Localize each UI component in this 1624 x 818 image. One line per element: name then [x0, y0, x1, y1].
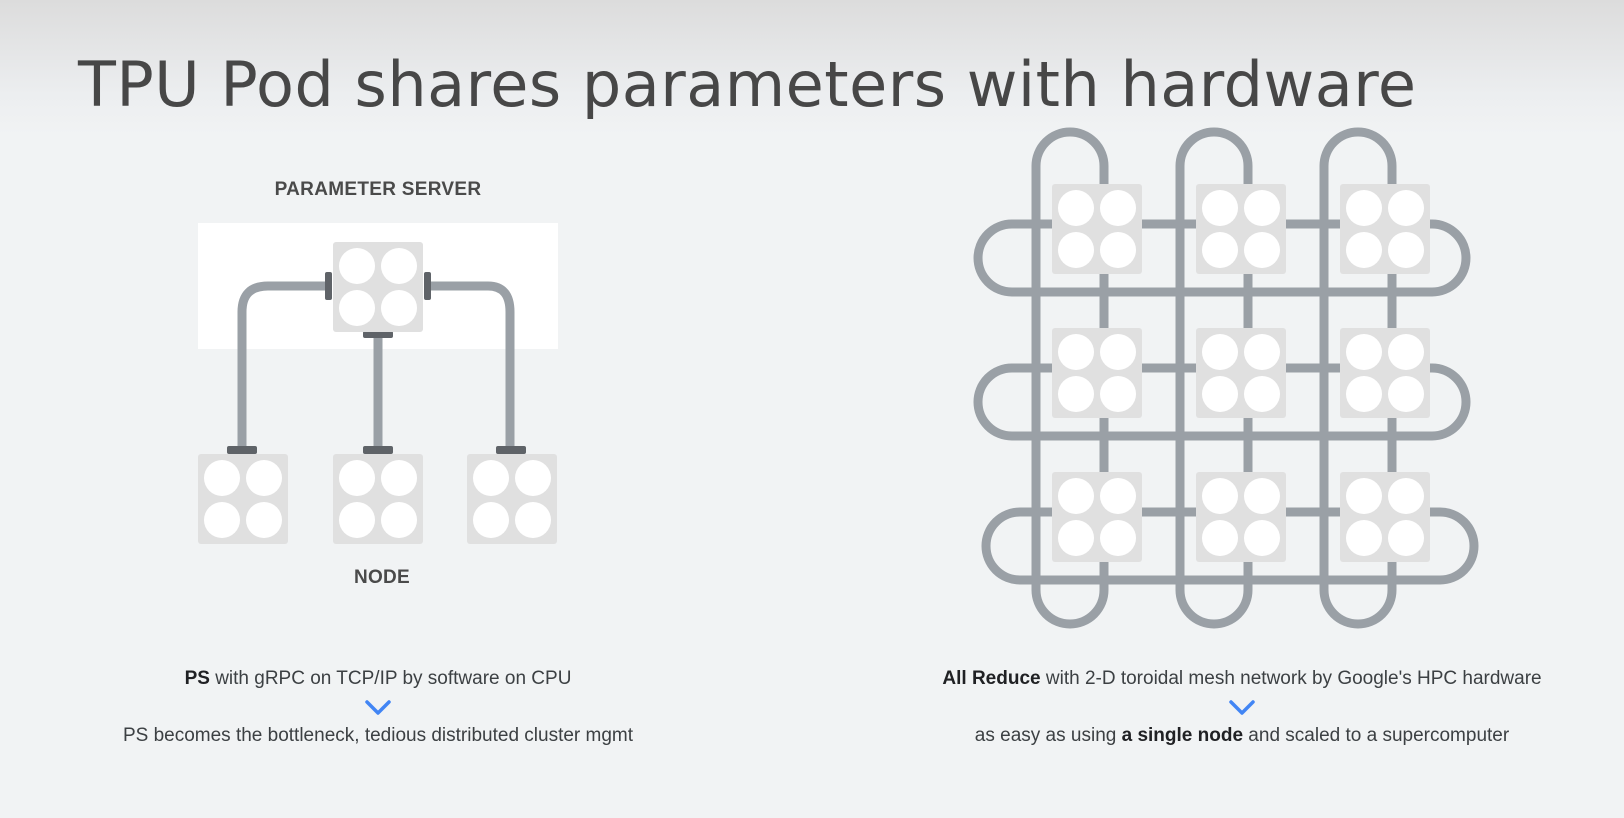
torus-chip-3	[1340, 184, 1430, 274]
left-caption-bold: PS	[184, 668, 210, 689]
right-caption-text: with 2-D toroidal mesh network by Google's HPC hardware	[1040, 668, 1542, 689]
connector-ps-left	[325, 272, 332, 300]
torus-chip-8	[1196, 472, 1286, 562]
right-result-bold: a single node	[1121, 725, 1244, 746]
right-result	[912, 725, 1572, 747]
left-result: PS becomes the bottleneck, tedious distributed cluster mgmt	[122, 725, 634, 746]
parameter-server-chip	[333, 242, 423, 332]
connector-node-3	[496, 446, 526, 454]
torus-chip-5	[1196, 328, 1286, 418]
connector-node-2	[363, 446, 393, 454]
left-caption	[110, 668, 646, 690]
torus-chip-4	[1052, 328, 1142, 418]
torus-chip-1	[1052, 184, 1142, 274]
right-result-pre: as easy as using	[974, 725, 1122, 746]
connector-node-1	[227, 446, 257, 454]
node-chip-2	[333, 454, 423, 544]
node-chip-3	[467, 454, 557, 544]
left-caption-text: with gRPC on TCP/IP by software on CPU	[209, 668, 572, 689]
torus-chip-6	[1340, 328, 1430, 418]
parameter-server-label: PARAMETER SERVER	[274, 179, 482, 200]
right-caption	[912, 668, 1572, 690]
chevron-down-icon	[367, 702, 389, 713]
slide-title: TPU Pod shares parameters with hardware	[78, 48, 1417, 121]
torus-chips	[1052, 184, 1430, 562]
torus-chip-2	[1196, 184, 1286, 274]
right-caption-bold: All Reduce	[942, 668, 1041, 689]
chevron-down-icon	[1231, 702, 1253, 713]
torus-chip-9	[1340, 472, 1430, 562]
right-result-post: and scaled to a supercomputer	[1243, 725, 1510, 746]
connector-ps-bottom	[363, 331, 393, 338]
torus-chip-7	[1052, 472, 1142, 562]
node-chip-1	[198, 454, 288, 544]
connector-ps-right	[424, 272, 431, 300]
node-label: NODE	[353, 567, 411, 588]
